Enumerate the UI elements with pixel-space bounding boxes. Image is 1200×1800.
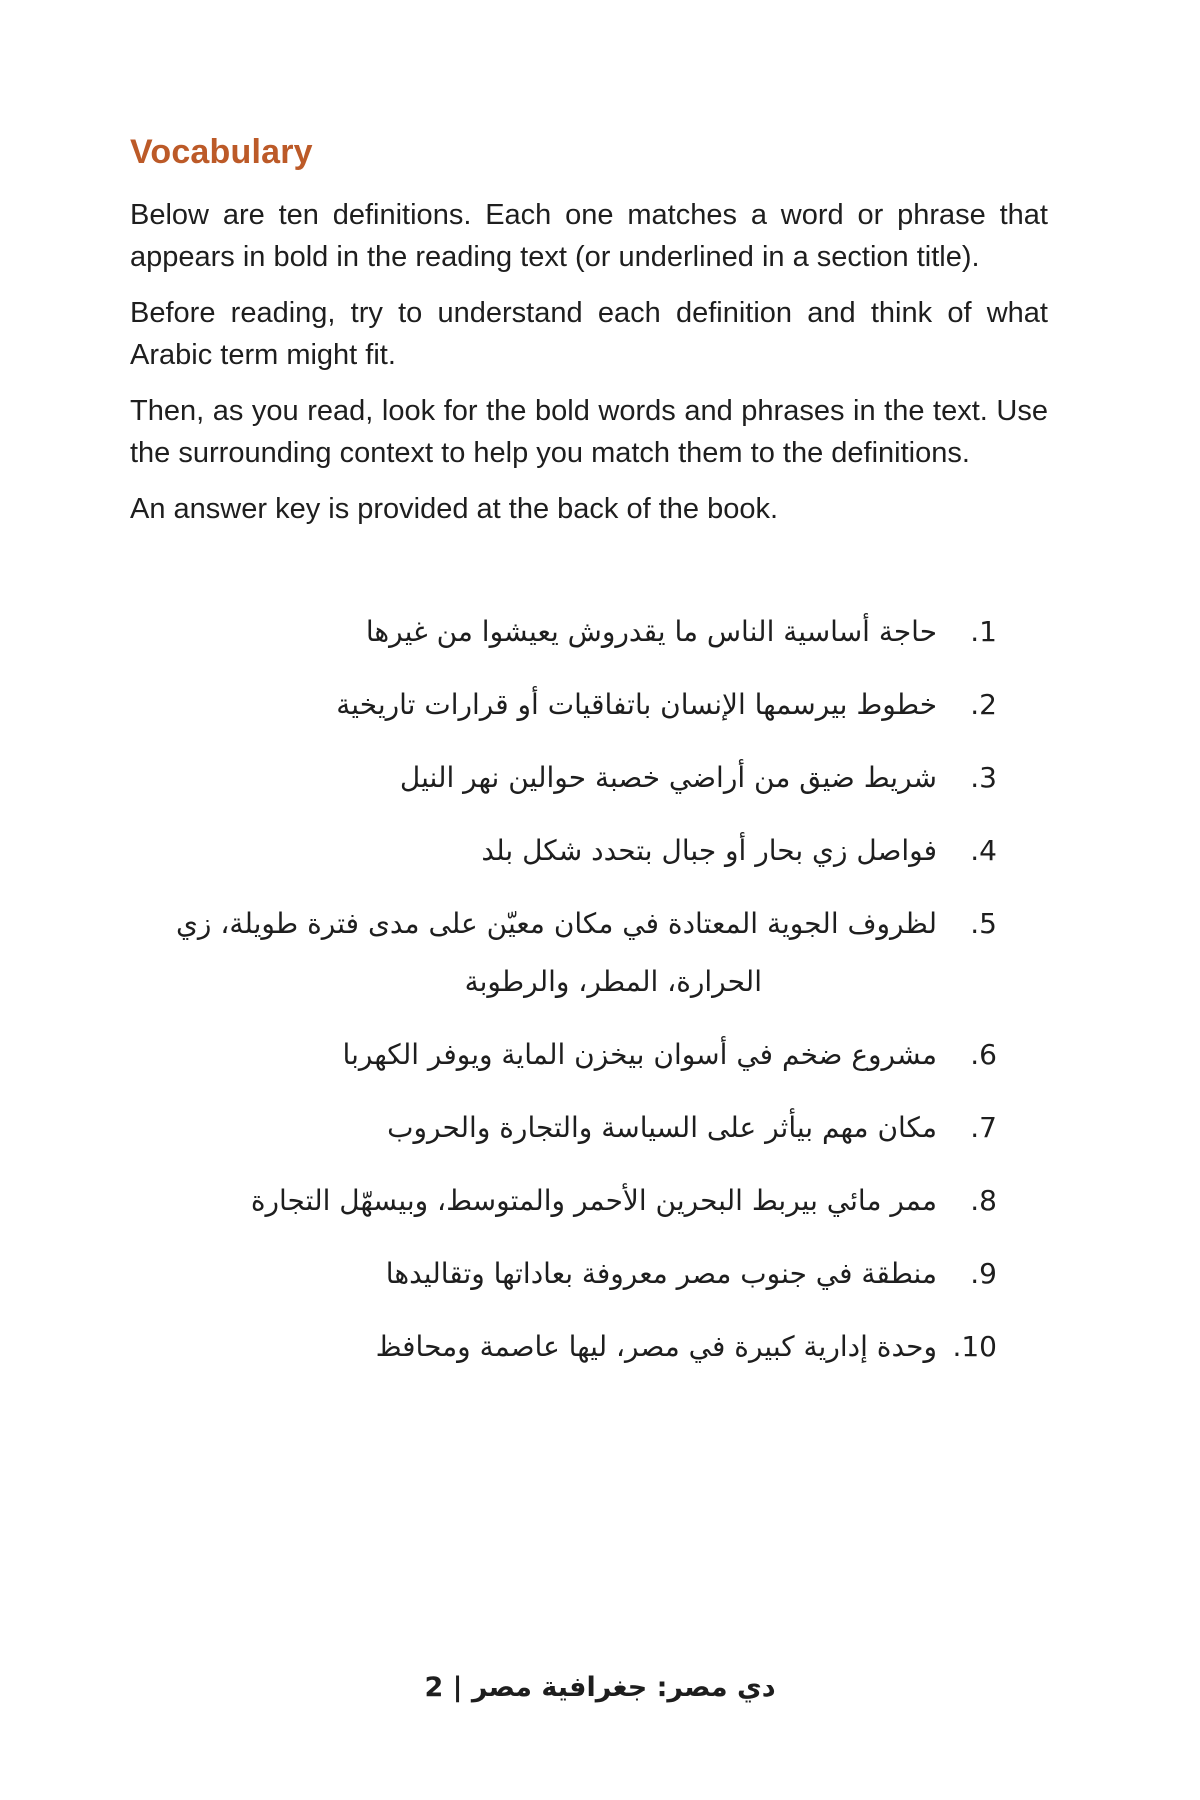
list-item (130, 749, 997, 807)
item-text (130, 1026, 937, 1084)
item-text (130, 822, 937, 880)
item-number: 3. (970, 761, 997, 794)
intro-paragraph-4: An answer key is provided at the back of the book. (130, 493, 779, 525)
item-number: 4. (970, 834, 997, 867)
item-number: 6. (970, 1038, 997, 1071)
item-text (130, 749, 937, 807)
item-text-line: وحدة إدارية كبيرة في مصر، ليها عاصمة ومحافظ (375, 1330, 937, 1363)
list-item (130, 1245, 997, 1303)
item-text-line: مشروع ضخم في أسوان بيخزن الماية ويوفر الكهربا (342, 1038, 937, 1071)
intro-paragraph-2: Before reading, try to understand each definition and think of what Arabic term might fit. (130, 297, 1048, 371)
item-text-line: ممر مائي بيربط البحرين الأحمر والمتوسط، وبيسهّل التجارة (250, 1184, 937, 1217)
item-text-line: الحرارة، المطر، والرطوبة (464, 965, 762, 998)
list-item (130, 822, 997, 880)
item-text (130, 676, 937, 734)
item-text (130, 603, 937, 661)
intro-paragraph-1: Below are ten definitions. Each one matches a word or phrase that appears in bold in the reading text (or underlined in a section title). (130, 199, 1048, 273)
list-item (130, 1099, 997, 1157)
item-number: 9. (970, 1257, 997, 1290)
list-item (130, 1172, 997, 1230)
intro-paragraph-3: Then, as you read, look for the bold words and phrases in the text. Use the surrounding context to help you match them to the definitions. (130, 395, 1048, 469)
item-text-line: منطقة في جنوب مصر معروفة بعاداتها وتقاليدها (385, 1257, 937, 1290)
list-item (130, 1318, 997, 1376)
item-text-line: حاجة أساسية الناس ما يقدروش يعيشوا من غيرها (365, 615, 937, 648)
item-number: 7. (970, 1111, 997, 1144)
item-text-line: شريط ضيق من أراضي خصبة حوالين نهر النيل (399, 761, 937, 794)
item-text-line: لظروف الجوية المعتادة في مكان معيّن على مدى فترة طويلة، زي (175, 907, 937, 940)
item-number: 5. (970, 907, 997, 940)
list-item (130, 603, 997, 661)
item-text (130, 1099, 937, 1157)
list-item (130, 676, 997, 734)
item-text (130, 1318, 937, 1376)
item-text (130, 1172, 937, 1230)
list-item (130, 895, 997, 1011)
item-text-line: مكان مهم بيأثر على السياسة والتجارة والحروب (387, 1111, 937, 1144)
item-text (130, 1245, 937, 1303)
item-text-line: فواصل زي بحار أو جبال بتحدد شكل بلد (481, 834, 937, 867)
item-number: 1. (970, 615, 997, 648)
item-text (130, 895, 937, 1011)
item-text-line: خطوط بيرسمها الإنسان باتفاقيات أو قرارات تاريخية (336, 688, 937, 721)
section-heading: Vocabulary (130, 133, 313, 171)
page-footer: دي مصر: جغرافية مصر | 2 (424, 1672, 776, 1703)
vocabulary-definitions-list (130, 603, 1048, 1376)
item-number: 10. (952, 1330, 997, 1363)
item-number: 8. (970, 1184, 997, 1217)
list-item (130, 1026, 997, 1084)
item-number: 2. (970, 688, 997, 721)
